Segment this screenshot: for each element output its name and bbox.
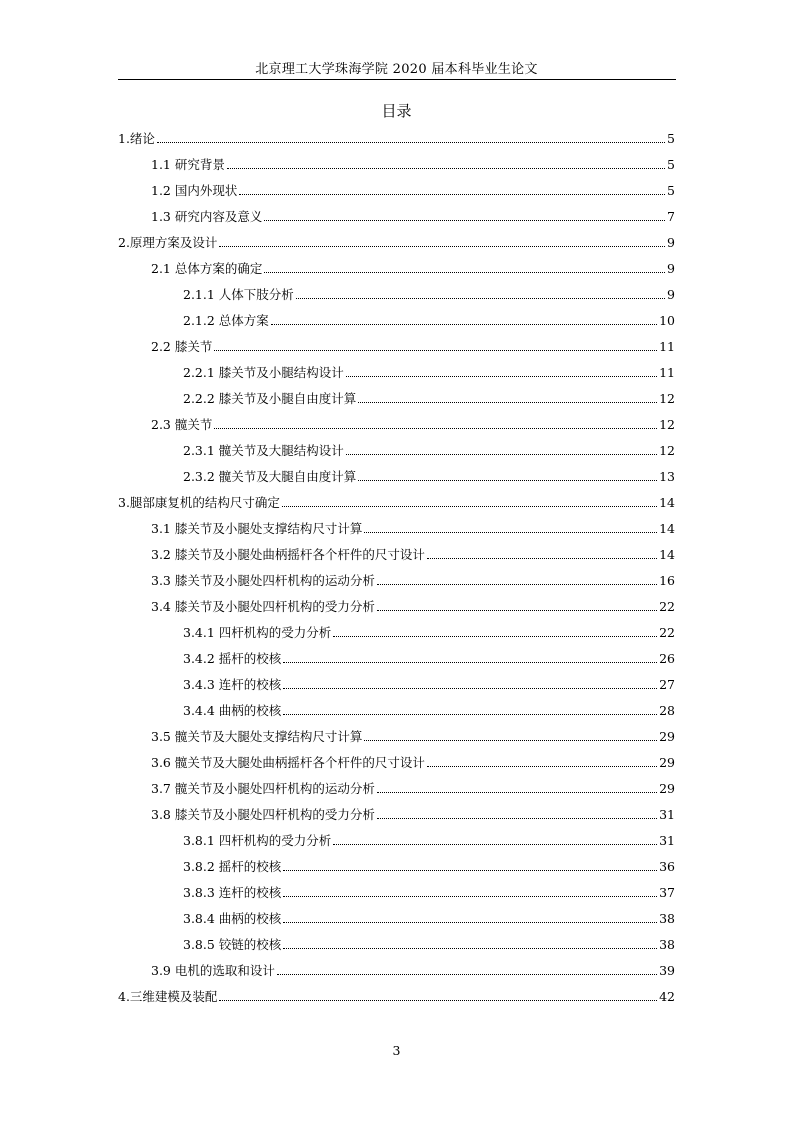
toc-entry-page: 14	[659, 494, 675, 510]
toc-entry-label: 2.2.1 膝关节及小腿结构设计	[183, 365, 344, 380]
toc-entry-label: 3.4.3 连杆的校核	[183, 677, 282, 692]
toc-entry-page: 9	[667, 260, 675, 276]
toc-dot-leader	[283, 948, 657, 949]
toc-entry[interactable]	[118, 853, 675, 879]
toc-entry-label: 3.5 髋关节及大腿处支撑结构尺寸计算	[151, 729, 363, 744]
toc-entry[interactable]	[118, 203, 675, 229]
toc-entry[interactable]	[118, 931, 675, 957]
toc-dot-leader	[283, 714, 657, 715]
toc-entry-label: 3.4 膝关节及小腿处四杆机构的受力分析	[151, 599, 375, 614]
toc-entry-page: 31	[659, 832, 675, 848]
toc-entry-page: 10	[659, 312, 675, 328]
toc-entry-label: 2.3.2 髋关节及大腿自由度计算	[183, 469, 357, 484]
toc-entry[interactable]	[118, 411, 675, 437]
toc-entry-label: 3.9 电机的选取和设计	[151, 963, 275, 978]
toc-dot-leader	[296, 298, 665, 299]
toc-entry-page: 13	[659, 468, 675, 484]
toc-dot-leader	[364, 532, 657, 533]
toc-entry[interactable]	[118, 515, 675, 541]
toc-entry-label: 2.2.2 膝关节及小腿自由度计算	[183, 391, 357, 406]
toc-entry-label: 3.8.3 连杆的校核	[183, 885, 282, 900]
toc-entry[interactable]	[118, 463, 675, 489]
toc-entry-label: 3.1 膝关节及小腿处支撑结构尺寸计算	[151, 521, 363, 536]
toc-entry-label: 3.8.2 摇杆的校核	[183, 859, 282, 874]
toc-entry-label: 3.8.5 铰链的校核	[183, 937, 282, 952]
toc-dot-leader	[283, 896, 657, 897]
toc-dot-leader	[282, 506, 657, 507]
toc-entry-label: 2.3 髋关节	[151, 417, 213, 432]
toc-entry[interactable]	[118, 619, 675, 645]
toc-entry-label: 2.1.1 人体下肢分析	[183, 287, 294, 302]
toc-dot-leader	[358, 480, 657, 481]
toc-entry-page: 12	[659, 390, 675, 406]
toc-entry-label: 3.3 膝关节及小腿处四杆机构的运动分析	[151, 573, 375, 588]
toc-entry[interactable]	[118, 723, 675, 749]
toc-entry[interactable]	[118, 905, 675, 931]
toc-entry[interactable]	[118, 333, 675, 359]
toc-entry-page: 36	[659, 858, 675, 874]
toc-entry[interactable]	[118, 801, 675, 827]
toc-entry-label: 3.8 膝关节及小腿处四杆机构的受力分析	[151, 807, 375, 822]
toc-dot-leader	[214, 428, 657, 429]
toc-entry-label: 4.三维建模及装配	[118, 989, 218, 1004]
toc-entry-page: 5	[667, 130, 675, 146]
toc-entry-page: 29	[659, 728, 675, 744]
toc-entry-label: 1.绪论	[118, 131, 155, 146]
toc-entry-label: 2.2 膝关节	[151, 339, 213, 354]
header-divider	[118, 79, 676, 80]
toc-entry-label: 1.2 国内外现状	[151, 183, 238, 198]
toc-entry[interactable]	[118, 697, 675, 723]
toc-entry-label: 3.腿部康复机的结构尺寸确定	[118, 495, 280, 510]
toc-dot-leader	[277, 974, 657, 975]
toc-dot-leader	[377, 792, 657, 793]
toc-entry-label: 3.4.1 四杆机构的受力分析	[183, 625, 332, 640]
toc-entry[interactable]	[118, 125, 675, 151]
toc-entry[interactable]	[118, 645, 675, 671]
toc-entry-page: 12	[659, 416, 675, 432]
toc-dot-leader	[283, 688, 657, 689]
toc-dot-leader	[239, 194, 665, 195]
toc-entry[interactable]	[118, 879, 675, 905]
page-number: 3	[392, 1043, 401, 1058]
toc-entry[interactable]	[118, 983, 675, 1009]
toc-dot-leader	[283, 870, 657, 871]
toc-dot-leader	[214, 350, 657, 351]
toc-dot-leader	[427, 558, 657, 559]
toc-entry-page: 27	[659, 676, 675, 692]
toc-entry-page: 9	[667, 234, 675, 250]
toc-entry-page: 38	[659, 910, 675, 926]
toc-dot-leader	[377, 610, 657, 611]
toc-title: 目录	[381, 102, 412, 120]
toc-dot-leader	[358, 402, 657, 403]
toc-entry-page: 37	[659, 884, 675, 900]
toc-entry-page: 39	[659, 962, 675, 978]
toc-entry-label: 3.7 髋关节及小腿处四杆机构的运动分析	[151, 781, 375, 796]
table-of-contents	[118, 125, 675, 1009]
toc-dot-leader	[377, 584, 657, 585]
toc-dot-leader	[364, 740, 657, 741]
toc-dot-leader	[346, 454, 657, 455]
toc-entry[interactable]	[118, 307, 675, 333]
toc-entry[interactable]	[118, 437, 675, 463]
toc-entry[interactable]	[118, 775, 675, 801]
toc-entry-label: 3.4.4 曲柄的校核	[183, 703, 282, 718]
toc-entry[interactable]	[118, 229, 675, 255]
toc-dot-leader	[333, 844, 657, 845]
toc-dot-leader	[157, 142, 665, 143]
toc-entry-page: 16	[659, 572, 675, 588]
toc-entry-label: 2.3.1 髋关节及大腿结构设计	[183, 443, 344, 458]
toc-entry-page: 31	[659, 806, 675, 822]
toc-entry-page: 38	[659, 936, 675, 952]
toc-entry[interactable]	[118, 567, 675, 593]
toc-dot-leader	[283, 922, 657, 923]
toc-entry-label: 3.8.4 曲柄的校核	[183, 911, 282, 926]
toc-entry[interactable]	[118, 541, 675, 567]
toc-entry-label: 1.3 研究内容及意义	[151, 209, 263, 224]
toc-entry-page: 26	[659, 650, 675, 666]
toc-entry-page: 5	[667, 182, 675, 198]
toc-entry-page: 14	[659, 546, 675, 562]
toc-entry-label: 3.2 膝关节及小腿处曲柄摇杆各个杆件的尺寸设计	[151, 547, 425, 562]
toc-entry[interactable]	[118, 593, 675, 619]
toc-entry-page: 29	[659, 780, 675, 796]
toc-dot-leader	[227, 168, 665, 169]
toc-entry-page: 11	[659, 338, 675, 354]
toc-dot-leader	[427, 766, 657, 767]
toc-entry-page: 22	[659, 598, 675, 614]
toc-entry-label: 1.1 研究背景	[151, 157, 225, 172]
toc-dot-leader	[377, 818, 657, 819]
toc-entry-page: 42	[659, 988, 675, 1004]
toc-entry[interactable]	[118, 281, 675, 307]
toc-entry[interactable]	[118, 255, 675, 281]
toc-entry[interactable]	[118, 671, 675, 697]
toc-entry[interactable]	[118, 385, 675, 411]
toc-entry[interactable]	[118, 151, 675, 177]
toc-entry[interactable]	[118, 957, 675, 983]
toc-dot-leader	[346, 376, 657, 377]
toc-entry-page: 9	[667, 286, 675, 302]
toc-dot-leader	[219, 1000, 657, 1001]
toc-entry-label: 2.1 总体方案的确定	[151, 261, 263, 276]
toc-entry-page: 28	[659, 702, 675, 718]
toc-dot-leader	[333, 636, 657, 637]
toc-dot-leader	[264, 272, 665, 273]
toc-entry-page: 12	[659, 442, 675, 458]
toc-entry-label: 2.原理方案及设计	[118, 235, 218, 250]
toc-entry[interactable]	[118, 749, 675, 775]
toc-entry-page: 29	[659, 754, 675, 770]
toc-entry-page: 7	[667, 208, 675, 224]
toc-entry[interactable]	[118, 177, 675, 203]
running-header: 北京理工大学珠海学院 2020 届本科毕业生论文	[255, 62, 538, 77]
toc-entry[interactable]	[118, 359, 675, 385]
toc-dot-leader	[271, 324, 657, 325]
toc-entry-page: 11	[659, 364, 675, 380]
toc-dot-leader	[283, 662, 657, 663]
toc-entry[interactable]	[118, 489, 675, 515]
toc-entry-label: 3.8.1 四杆机构的受力分析	[183, 833, 332, 848]
toc-entry-label: 3.4.2 摇杆的校核	[183, 651, 282, 666]
toc-dot-leader	[264, 220, 665, 221]
toc-entry-page: 5	[667, 156, 675, 172]
toc-dot-leader	[219, 246, 665, 247]
toc-entry-label: 3.6 髋关节及大腿处曲柄摇杆各个杆件的尺寸设计	[151, 755, 425, 770]
toc-entry-label: 2.1.2 总体方案	[183, 313, 269, 328]
toc-entry-page: 14	[659, 520, 675, 536]
toc-entry-page: 22	[659, 624, 675, 640]
toc-entry[interactable]	[118, 827, 675, 853]
